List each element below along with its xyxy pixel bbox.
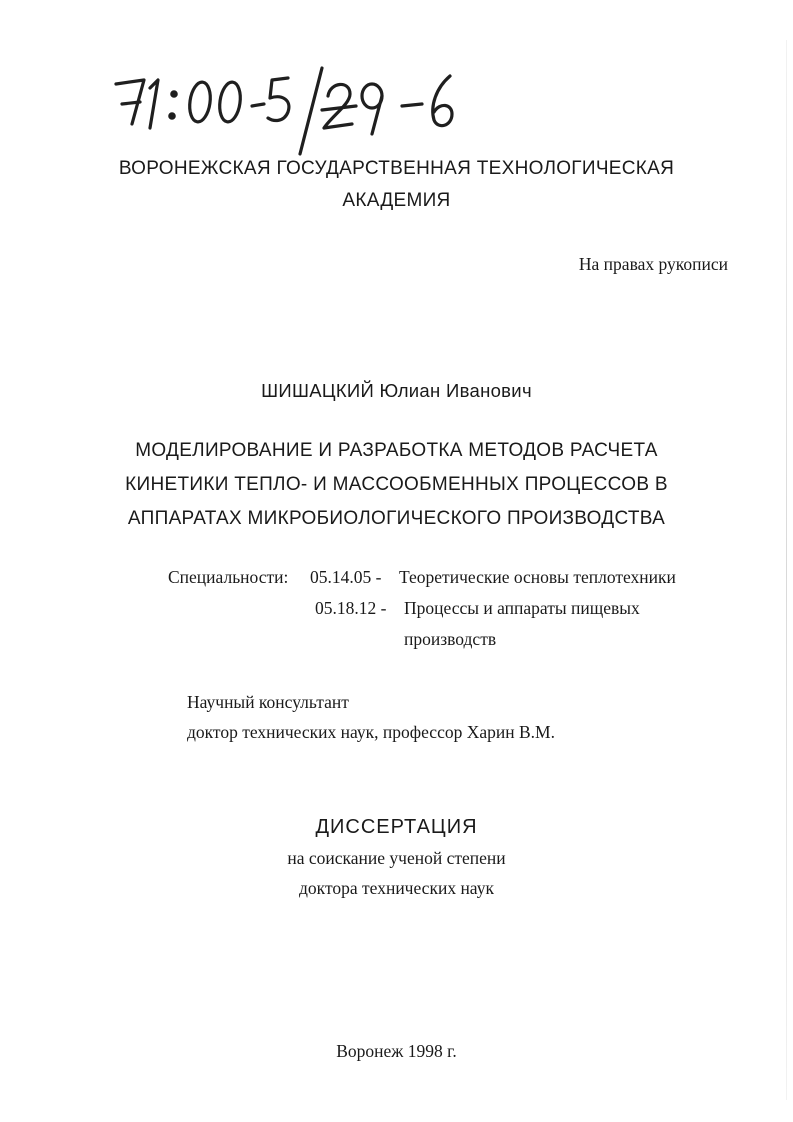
author-name: ШИШАЦКИЙ Юлиан Иванович — [261, 380, 532, 401]
consultant-label: Научный консультант — [187, 692, 349, 712]
rights-note: На правах рукописи — [578, 254, 728, 274]
dissertation-title-line-3: АППАРАТАХ МИКРОБИОЛОГИЧЕСКОГО ПРОИЗВОДСТВА — [127, 508, 666, 529]
consultant-name: доктор технических наук, профессор Харин В.М. — [187, 722, 555, 742]
dissertation-title-line-2: КИНЕТИКИ ТЕПЛО- И МАССООБМЕННЫХ ПРОЦЕССОВ В — [125, 474, 668, 495]
specialties-label: Специальности: — [168, 567, 289, 587]
dissertation-title-line-1: МОДЕЛИРОВАНИЕ И РАЗРАБОТКА МЕТОДОВ РАСЧЕТА — [135, 440, 658, 461]
institution-name-line-2: АКАДЕМИЯ — [342, 190, 451, 211]
dissertation-heading: ДИССЕРТАЦИЯ — [315, 816, 478, 838]
specialty-code-1: 05.14.05 - — [310, 567, 382, 587]
specialty-name-1: Теоретические основы теплотехники — [399, 567, 676, 587]
specialty-name-2-continuation: производств — [404, 629, 497, 649]
degree-line-2: доктора технических наук — [299, 878, 494, 898]
handwritten-archive-code — [110, 62, 510, 158]
place-and-year: Воронеж 1998 г. — [336, 1041, 457, 1061]
specialty-name-2: Процессы и аппараты пищевых — [404, 598, 640, 618]
specialty-code-2: 05.18.12 - — [315, 598, 387, 618]
degree-line-1: на соискание ученой степени — [287, 848, 506, 868]
institution-name-line-1: ВОРОНЕЖСКАЯ ГОСУДАРСТВЕННАЯ ТЕХНОЛОГИЧЕСКАЯ — [118, 158, 675, 179]
